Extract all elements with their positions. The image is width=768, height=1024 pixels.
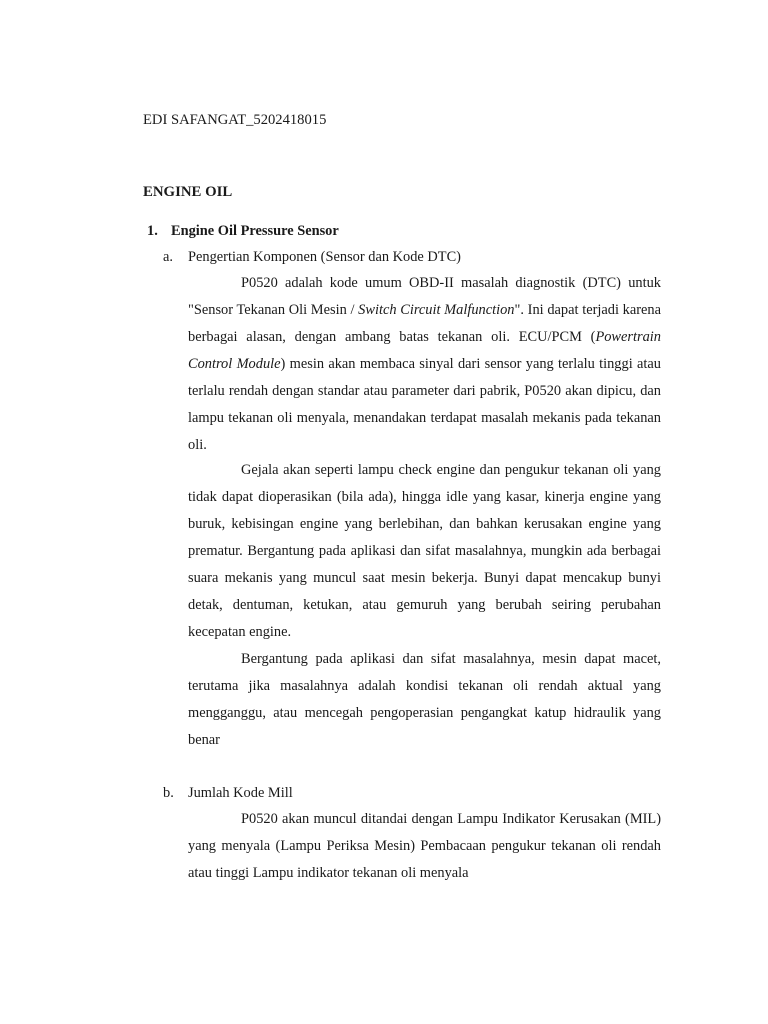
paragraph-a3: Bergantung pada aplikasi dan sifat masalahnya, mesin dapat macet, terutama jika masalahnya adalah kondisi tekanan oli rendah aktual yang mengganggu, atau mencegah pengoperasian pengangkat katup hidraulik yang benar xyxy=(188,651,661,748)
paragraph-a1-italic-2: Powertrain Control Module xyxy=(188,329,661,372)
subsection-a-letter: a. xyxy=(163,249,173,265)
author-line: EDI SAFANGAT_5202418015 xyxy=(143,112,327,128)
document-heading: ENGINE OIL xyxy=(143,184,233,200)
paragraph-a1-text-3: ) mesin akan membaca sinyal dari sensor yang terlalu tinggi atau terlalu rendah dengan standar atau parameter dari pabrik, P0520 akan dipicu, dan lampu tekanan oli menyala, menandakan terdapat masalah mekanis pada tekanan oli. xyxy=(188,356,661,453)
subsection-b-letter: b. xyxy=(163,785,174,801)
paragraph-b1: P0520 akan muncul ditandai dengan Lampu Indikator Kerusakan (MIL) yang menyala (Lampu Periksa Mesin) Pembacaan pengukur tekanan oli rendah atau tinggi Lampu indikator tekanan oli menyala xyxy=(188,811,661,881)
subsection-a-title: Pengertian Komponen (Sensor dan Kode DTC) xyxy=(188,249,461,265)
paragraph-a1 xyxy=(188,270,661,459)
paragraph-a1-italic-1: Switch Circuit Malfunction xyxy=(358,302,515,318)
section-title: Engine Oil Pressure Sensor xyxy=(171,223,339,239)
paragraph-a1-text-1: P0520 adalah kode umum OBD-II masalah diagnostik (DTC) untuk "Sensor Tekanan Oli Mesin / xyxy=(188,275,661,318)
subsection-b-title: Jumlah Kode Mill xyxy=(188,785,293,801)
paragraph-a1-text-2: ". Ini dapat terjadi karena berbagai alasan, dengan ambang batas tekanan oli. ECU/PCM ( xyxy=(188,302,661,345)
section-number: 1. xyxy=(147,223,158,239)
paragraph-a2: Gejala akan seperti lampu check engine dan pengukur tekanan oli yang tidak dapat dioperasikan (bila ada), hingga idle yang kasar, kinerja engine yang buruk, kebisingan engine yang berlebihan, dan bahkan kerusakan engine yang prematur. Bergantung pada aplikasi dan sifat masalahnya, mungkin ada berbagai suara mekanis yang muncul saat mesin bekerja. Bunyi dapat mencakup bunyi detak, dentuman, ketukan, atau gemuruh yang berubah seiring perubahan kecepatan engine. xyxy=(188,462,661,640)
